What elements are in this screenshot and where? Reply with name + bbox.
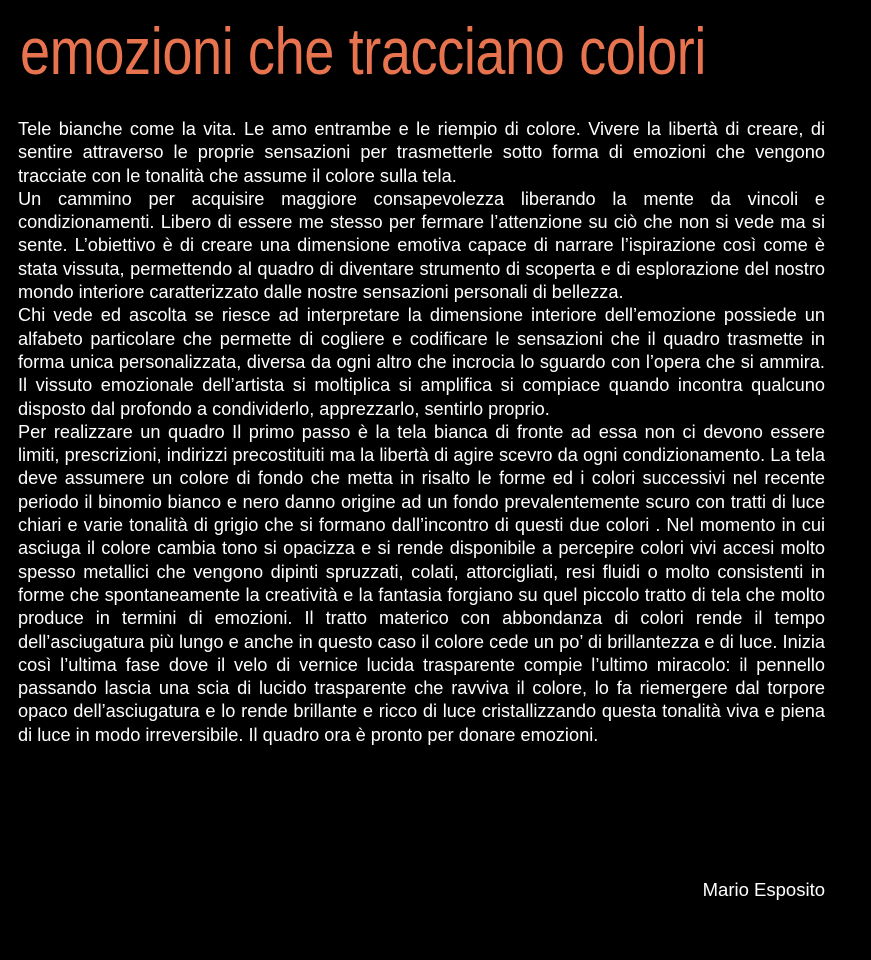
page-title: emozioni che tracciano colori	[20, 14, 706, 88]
author-signature: Mario Esposito	[702, 879, 825, 900]
paragraph-intro: Tele bianche come la vita. Le amo entrambe e le riempio di colore. Vivere la libertà di creare, di sentire attraverso le proprie sensazioni per trasmetterle sotto forma di emozioni che vengono tracciate con le tonalità che assume il colore sulla tela.	[18, 119, 825, 186]
body-text	[18, 118, 825, 747]
paragraph-journey: Un cammino per acquisire maggiore consapevolezza liberando la mente da vincoli e condizionamenti. Libero di essere me stesso per fermare l’attenzione su ciò che non si vede ma si sente. L’obiettivo è di creare una dimensione emotiva capace di narrare l’ispirazione così come è stata vissuta, permettendo al quadro di diventare strumento di scoperta e di esplorazione del nostro mondo interiore caratterizzato dalle nostre sensazioni personali di bellezza.	[18, 188, 825, 303]
paragraph-process: Per realizzare un quadro Il primo passo è la tela bianca di fronte ad essa non ci devono essere limiti, prescrizioni, indirizzi precostituiti ma la libertà di agire scevro da ogni condizionamento. La tela deve assumere un colore di fondo che metta in risalto le forme ed i colori successivi nel recente periodo il binomio bianco e nero danno origine ad un fondo prevalentemente scuro con tratti di luce chiari e varie tonalità di grigio che si formano dall’incontro di questi due colori . Nel momento in cui asciuga il colore cambia tono si opacizza e si rende disponibile a percepire colori vivi accesi molto spesso metallici che vengono dipinti spruzzati, colati, attorcigliati, resi fluidi o molto consistenti in forme che spontaneamente la creatività e la fantasia forgiano su quel piccolo tratto di tela che molto produce in termini di emozioni. Il tratto materico con abbondanza di colori rende il tempo dell’asciugatura più lungo e anche in questo caso il colore cede un po’ di brillantezza e di luce. Inizia così l’ultima fase dove il velo di vernice lucida trasparente compie l’ultimo miracolo: il pennello passando lascia una scia di lucido trasparente che ravviva il colore, lo fa riemergere dal torpore opaco dell’asciugatura e lo rende brillante e ricco di luce cristallizzando questa tonalità viva e piena di luce in modo irreversibile. Il quadro ora è pronto per donare emozioni.	[18, 421, 825, 745]
paragraph-viewer: Chi vede ed ascolta se riesce ad interpretare la dimensione interiore dell’emozione possiede un alfabeto particolare che permette di cogliere e codificare le sensazioni che il quadro trasmette in forma unica personalizzata, diversa da ogni altro che incrocia lo sguardo con l’opera che si ammira. Il vissuto emozionale dell’artista si moltiplica si amplifica si compiace quando incontra qualcuno disposto dal profondo a condividerlo, apprezzarlo, sentirlo proprio.	[18, 305, 825, 419]
